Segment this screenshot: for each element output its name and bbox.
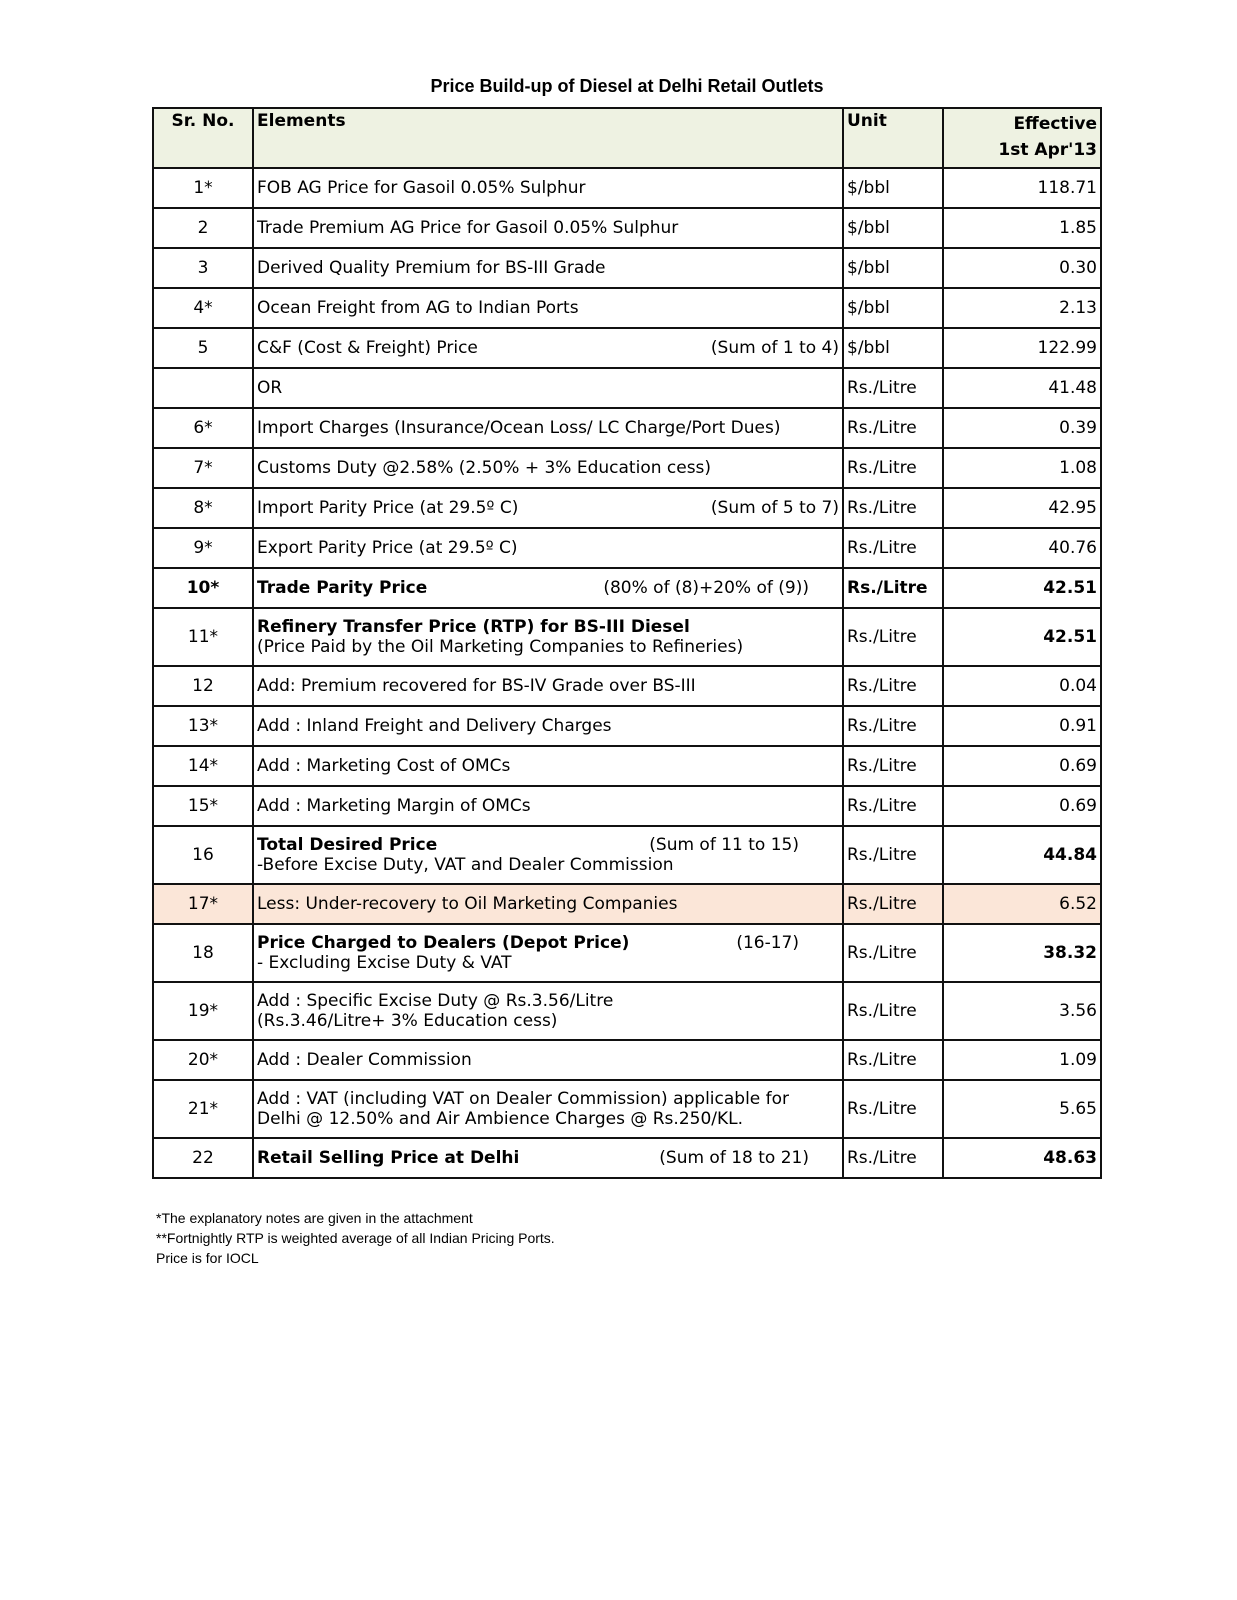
table-row	[153, 448, 1101, 488]
sr-no: 15*	[153, 786, 253, 826]
footnote: **Fortnightly RTP is weighted average of all Indian Pricing Ports.	[156, 1230, 555, 1246]
table-row	[153, 746, 1101, 786]
unit: Rs./Litre	[843, 488, 943, 528]
element-cell	[253, 608, 843, 666]
table-row	[153, 208, 1101, 248]
element: Customs Duty @2.58% (2.50% + 3% Education cess)	[253, 448, 843, 488]
value: 0.39	[943, 408, 1101, 448]
value: 1.08	[943, 448, 1101, 488]
unit: $/bbl	[843, 328, 943, 368]
element: Add : Specific Excise Duty @ Rs.3.56/Litre	[257, 991, 614, 1011]
value: 2.13	[943, 288, 1101, 328]
unit: Rs./Litre	[843, 746, 943, 786]
footnote: *The explanatory notes are given in the attachment	[156, 1210, 473, 1226]
value: 0.04	[943, 666, 1101, 706]
header-effective-line2: 1st Apr'13	[998, 140, 1097, 160]
sr-no: 2	[153, 208, 253, 248]
value: 5.65	[943, 1080, 1101, 1138]
element: Import Parity Price (at 29.5º C)	[257, 498, 519, 518]
element-cell	[253, 328, 843, 368]
sr-no: 3	[153, 248, 253, 288]
unit: Rs./Litre	[843, 666, 943, 706]
formula-note: (Sum of 5 to 7)	[710, 498, 839, 518]
table-row	[153, 982, 1101, 1040]
sr-no: 7*	[153, 448, 253, 488]
element: C&F (Cost & Freight) Price	[257, 338, 478, 358]
value: 1.85	[943, 208, 1101, 248]
element: Add : Inland Freight and Delivery Charges	[253, 706, 843, 746]
value: 0.69	[943, 746, 1101, 786]
sr-no: 16	[153, 826, 253, 884]
header-elements: Elements	[253, 108, 843, 168]
footnote: Price is for IOCL	[156, 1250, 259, 1266]
table-row-under-recovery	[153, 884, 1101, 924]
footnotes	[156, 1208, 555, 1268]
value: 6.52	[943, 884, 1101, 924]
sr-no: 9*	[153, 528, 253, 568]
unit: Rs./Litre	[843, 1138, 943, 1178]
unit: Rs./Litre	[843, 568, 943, 608]
unit: Rs./Litre	[843, 608, 943, 666]
sr-no: 5	[153, 328, 253, 368]
element: Derived Quality Premium for BS-III Grade	[253, 248, 843, 288]
element-cell	[253, 1138, 843, 1178]
unit: Rs./Litre	[843, 826, 943, 884]
sr-no: 13*	[153, 706, 253, 746]
value: 122.99	[943, 328, 1101, 368]
table-row-total-desired	[153, 826, 1101, 884]
table-row	[153, 1080, 1101, 1138]
sr-no: 22	[153, 1138, 253, 1178]
unit: $/bbl	[843, 208, 943, 248]
table-row-depot-price	[153, 924, 1101, 982]
value: 48.63	[943, 1138, 1101, 1178]
value: 42.51	[943, 608, 1101, 666]
price-buildup-table	[152, 107, 1102, 1179]
sr-no: 17*	[153, 884, 253, 924]
table-row	[153, 488, 1101, 528]
unit: $/bbl	[843, 248, 943, 288]
value: 44.84	[943, 826, 1101, 884]
table-row	[153, 408, 1101, 448]
unit: $/bbl	[843, 168, 943, 208]
unit: Rs./Litre	[843, 884, 943, 924]
header-unit: Unit	[843, 108, 943, 168]
value: 40.76	[943, 528, 1101, 568]
sr-no: 20*	[153, 1040, 253, 1080]
element: Import Charges (Insurance/Ocean Loss/ LC Charge/Port Dues)	[253, 408, 843, 448]
unit: Rs./Litre	[843, 408, 943, 448]
value: 41.48	[943, 368, 1101, 408]
formula-note: (Sum of 1 to 4)	[710, 338, 839, 358]
formula-note: (Sum of 18 to 21)	[659, 1148, 809, 1168]
element: Add : Marketing Cost of OMCs	[253, 746, 843, 786]
table-header-row	[153, 108, 1101, 168]
element: FOB AG Price for Gasoil 0.05% Sulphur	[253, 168, 843, 208]
sr-no: 11*	[153, 608, 253, 666]
sr-no	[153, 368, 253, 408]
unit: Rs./Litre	[843, 982, 943, 1040]
element-subtext: - Excluding Excise Duty & VAT	[257, 953, 512, 973]
table-row-trade-parity	[153, 568, 1101, 608]
element: Add : Dealer Commission	[253, 1040, 843, 1080]
value: 38.32	[943, 924, 1101, 982]
unit: $/bbl	[843, 288, 943, 328]
element-cell	[253, 488, 843, 528]
unit: Rs./Litre	[843, 924, 943, 982]
sr-no: 12	[153, 666, 253, 706]
element: OR	[253, 368, 843, 408]
unit: Rs./Litre	[843, 1080, 943, 1138]
sr-no: 4*	[153, 288, 253, 328]
sr-no: 1*	[153, 168, 253, 208]
element: Trade Premium AG Price for Gasoil 0.05% Sulphur	[253, 208, 843, 248]
table-row	[153, 786, 1101, 826]
value: 42.95	[943, 488, 1101, 528]
element: Ocean Freight from AG to Indian Ports	[253, 288, 843, 328]
table-row	[153, 706, 1101, 746]
element: Refinery Transfer Price (RTP) for BS-III Diesel	[257, 617, 690, 637]
unit: Rs./Litre	[843, 1040, 943, 1080]
document-title: Price Build-up of Diesel at Delhi Retail Outlets	[430, 76, 824, 96]
sr-no: 6*	[153, 408, 253, 448]
sr-no: 14*	[153, 746, 253, 786]
element-subtext: -Before Excise Duty, VAT and Dealer Commission	[257, 855, 674, 875]
unit: Rs./Litre	[843, 706, 943, 746]
table-row	[153, 528, 1101, 568]
unit: Rs./Litre	[843, 786, 943, 826]
element: Add : Marketing Margin of OMCs	[253, 786, 843, 826]
unit: Rs./Litre	[843, 448, 943, 488]
sr-no: 8*	[153, 488, 253, 528]
table-row	[153, 1040, 1101, 1080]
table-row	[153, 666, 1101, 706]
header-sr-no: Sr. No.	[153, 108, 253, 168]
element-cell	[253, 1080, 843, 1138]
value: 1.09	[943, 1040, 1101, 1080]
table-row	[153, 248, 1101, 288]
element: Less: Under-recovery to Oil Marketing Companies	[253, 884, 843, 924]
sr-no: 19*	[153, 982, 253, 1040]
value: 0.30	[943, 248, 1101, 288]
sr-no: 21*	[153, 1080, 253, 1138]
element-subtext: (Price Paid by the Oil Marketing Companies to Refineries)	[257, 637, 744, 657]
element: Retail Selling Price at Delhi	[257, 1148, 520, 1168]
header-effective-line1: Effective	[1013, 114, 1097, 134]
formula-note: (80% of (8)+20% of (9))	[603, 578, 809, 598]
table-row-retail-selling-price	[153, 1138, 1101, 1178]
value: 0.91	[943, 706, 1101, 746]
table-row-rtp	[153, 608, 1101, 666]
element-cell	[253, 826, 843, 884]
value: 118.71	[943, 168, 1101, 208]
element-cell	[253, 568, 843, 608]
element: Export Parity Price (at 29.5º C)	[253, 528, 843, 568]
element: Price Charged to Dealers (Depot Price)	[257, 933, 630, 953]
element-cell	[253, 924, 843, 982]
sr-no: 10*	[153, 568, 253, 608]
value: 42.51	[943, 568, 1101, 608]
element: Add: Premium recovered for BS-IV Grade over BS-III	[253, 666, 843, 706]
formula-note: (Sum of 11 to 15)	[649, 835, 799, 855]
table-row	[153, 288, 1101, 328]
element-subtext: Delhi @ 12.50% and Air Ambience Charges @ Rs.250/KL.	[257, 1109, 744, 1129]
header-effective	[943, 108, 1101, 168]
element-subtext: (Rs.3.46/Litre+ 3% Education cess)	[257, 1011, 558, 1031]
value: 3.56	[943, 982, 1101, 1040]
formula-note: (16-17)	[736, 933, 799, 953]
element: Total Desired Price	[257, 835, 438, 855]
sr-no: 18	[153, 924, 253, 982]
unit: Rs./Litre	[843, 368, 943, 408]
unit: Rs./Litre	[843, 528, 943, 568]
element: Add : VAT (including VAT on Dealer Commission) applicable for	[257, 1089, 790, 1109]
element: Trade Parity Price	[257, 578, 428, 598]
table-row	[153, 168, 1101, 208]
table-row	[153, 368, 1101, 408]
value: 0.69	[943, 786, 1101, 826]
table-row	[153, 328, 1101, 368]
element-cell	[253, 982, 843, 1040]
